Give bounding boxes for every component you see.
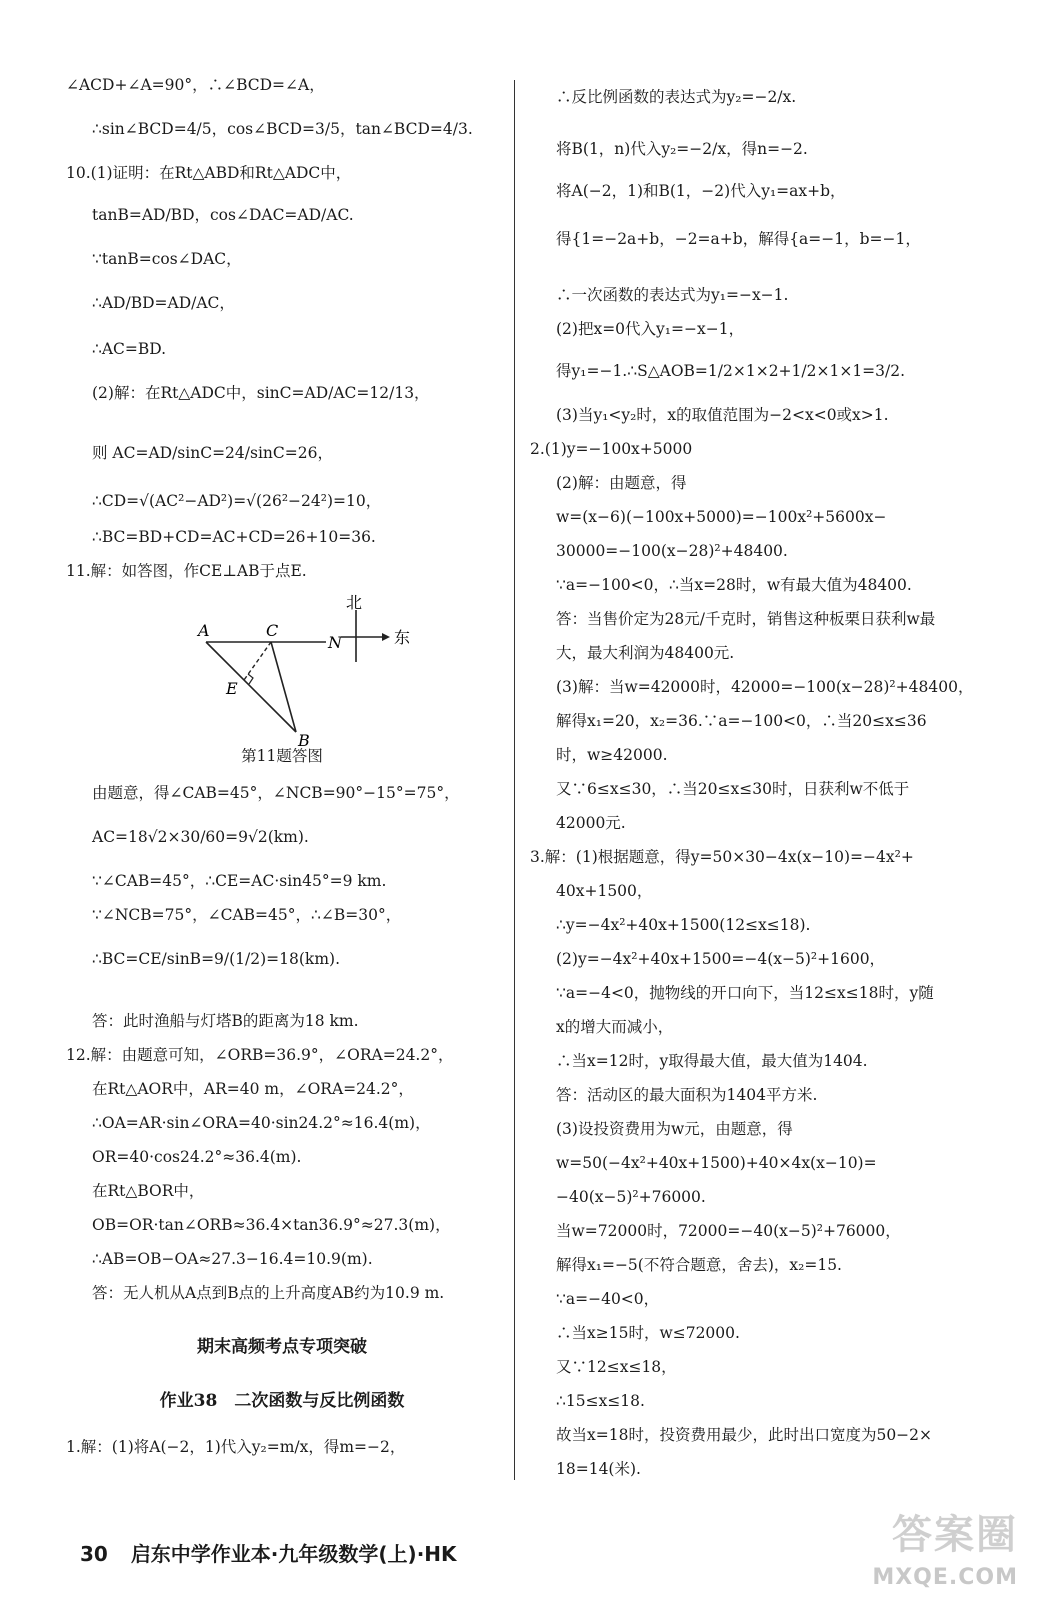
text-line: 18=14(米). xyxy=(556,1460,641,1478)
text-line: 大，最大利润为48400元. xyxy=(556,644,735,662)
text-line: (2)y=−4x²+40x+1500=−4(x−5)²+1600， xyxy=(556,950,886,968)
text-line: w=50(−4x²+40x+1500)+40×4x(x−10)= xyxy=(556,1154,877,1172)
line-a-b xyxy=(206,642,296,732)
text-line: (3)解：当w=42000时，42000=−100(x−28)²+48400， xyxy=(556,678,974,696)
text-line: (2)解：由题意，得 xyxy=(556,474,687,492)
text-line: ∴一次函数的表达式为y₁=−x−1. xyxy=(556,286,789,304)
text-line: 解得x₁=−5(不符合题意，舍去)，x₂=15. xyxy=(556,1256,842,1274)
text-line: 答：无人机从A点到B点的上升高度AB约为10.9 m. xyxy=(92,1284,445,1302)
text-line: ∴sin∠BCD=4/5，cos∠BCD=3/5，tan∠BCD=4/3. xyxy=(92,120,473,138)
book-title: 启东中学作业本·九年级数学(上)·HK xyxy=(130,1542,457,1566)
page-footer xyxy=(80,1538,457,1567)
text-line: ∴OA=AR·sin∠ORA=40·sin24.2°≈16.4(m)， xyxy=(92,1114,431,1132)
text-line: 42000元. xyxy=(556,814,626,832)
text-line: OR=40·cos24.2°≈36.4(m). xyxy=(92,1148,302,1166)
text-line: 12.解：由题意可知，∠ORB=36.9°，∠ORA=24.2°， xyxy=(66,1046,454,1064)
right-angle-mark xyxy=(248,674,253,684)
text-line: (3)当y₁<y₂时，x的取值范围为−2<x<0或x>1. xyxy=(556,406,889,424)
text-line: 由题意，得∠CAB=45°，∠NCB=90°−15°=75°， xyxy=(92,784,460,802)
assignment-heading: 作业38 二次函数与反比例函数 xyxy=(159,1391,405,1411)
text-line: 30000=−100(x−28)²+48400. xyxy=(556,542,788,560)
text-line: 答：此时渔船与灯塔B的距离为18 km. xyxy=(92,1012,359,1030)
watermark-site: MXQE.COM xyxy=(872,1565,1018,1590)
text-line: (2)把x=0代入y₁=−x−1， xyxy=(556,320,745,338)
page-number: 30 xyxy=(80,1542,108,1566)
text-line: 11.解：如答图，作CE⊥AB于点E. xyxy=(66,562,307,580)
label-e: E xyxy=(226,679,238,698)
text-line: 得{1=−2a+b，−2=a+b，解得{a=−1，b=−1， xyxy=(556,230,921,248)
text-line: (2)解：在Rt△ADC中，sinC=AD/AC=12/13， xyxy=(92,384,430,402)
text-line: 又∵6≤x≤30，∴当20≤x≤30时，日获利w不低于 xyxy=(556,780,910,798)
text-line: 2.(1)y=−100x+5000 xyxy=(530,440,693,458)
text-line: ∴BC=BD+CD=AC+CD=26+10=36. xyxy=(92,528,376,546)
text-line: AC=18√2×30/60=9√2(km). xyxy=(92,828,309,846)
figure-caption: 第11题答图 xyxy=(241,747,323,765)
label-east: 东 xyxy=(394,628,411,647)
text-line: 解得x₁=20，x₂=36.∵a=−100<0，∴当20≤x≤36 xyxy=(556,712,927,730)
text-line: 答：当售价定为28元/千克时，销售这种板栗日获利w最 xyxy=(556,610,936,628)
column-divider xyxy=(514,80,515,1480)
text-line: ∵tanB=cos∠DAC， xyxy=(92,250,242,268)
text-line: ∵∠CAB=45°，∴CE=AC·sin45°=9 km. xyxy=(92,872,387,890)
text-line: 40x+1500， xyxy=(556,882,653,900)
text-line: OB=OR·tan∠ORB≈36.4×tan36.9°≈27.3(m)， xyxy=(92,1216,451,1234)
text-line: ∴BC=CE/sinB=9/(1/2)=18(km). xyxy=(92,950,340,968)
text-line: 在Rt△BOR中， xyxy=(92,1182,205,1200)
label-a: A xyxy=(198,621,210,640)
text-line: tanB=AD/BD，cos∠DAC=AD/AC. xyxy=(92,206,354,224)
text-line: 又∵12≤x≤18， xyxy=(556,1358,677,1376)
text-line: x的增大而减小， xyxy=(556,1018,674,1036)
text-line: ∴当x≥15时，w≤72000. xyxy=(556,1324,740,1342)
text-line: (3)设投资费用为w元，由题意，得 xyxy=(556,1120,793,1138)
text-line: 故当x=18时，投资费用最少，此时出口宽度为50−2× xyxy=(556,1426,933,1444)
text-line: ∴15≤x≤18. xyxy=(556,1392,645,1410)
text-line: ∠ACD+∠A=90°，∴∠BCD=∠A， xyxy=(66,76,325,94)
text-line: −40(x−5)²+76000. xyxy=(556,1188,706,1206)
section-heading: 期末高频考点专项突破 xyxy=(197,1337,367,1357)
text-line: 将B(1，n)代入y₂=−2/x，得n=−2. xyxy=(556,140,808,158)
text-line: ∴CD=√(AC²−AD²)=√(26²−24²)=10， xyxy=(92,492,382,510)
text-line: ∵a=−40<0， xyxy=(556,1290,660,1308)
text-line: 时，w≥42000. xyxy=(556,746,668,764)
text-line: 3.解：(1)根据题意，得y=50×30−4x(x−10)=−4x²+ xyxy=(530,848,914,866)
text-line: ∴反比例函数的表达式为y₂=−2/x. xyxy=(556,88,797,106)
label-n: N xyxy=(328,633,342,652)
text-line: w=(x−6)(−100x+5000)=−100x²+5600x− xyxy=(556,508,887,526)
text-line: ∵∠NCB=75°，∠CAB=45°，∴∠B=30°， xyxy=(92,906,402,924)
text-line: 当w=72000时，72000=−40(x−5)²+76000， xyxy=(556,1222,901,1240)
text-line: 1.解：(1)将A(−2，1)代入y₂=m/x，得m=−2， xyxy=(66,1438,406,1456)
text-line: ∵a=−4<0，抛物线的开口向下，当12≤x≤18时，y随 xyxy=(556,984,934,1002)
text-line: ∴AB=OB−OA≈27.3−16.4=10.9(m). xyxy=(92,1250,373,1268)
text-line: 则 AC=AD/sinC=24/sinC=26， xyxy=(92,444,333,462)
text-line: ∴y=−4x²+40x+1500(12≤x≤18). xyxy=(556,916,811,934)
text-line: ∴AC=BD. xyxy=(92,340,167,358)
text-line: ∴当x=12时，y取得最大值，最大值为1404. xyxy=(556,1052,868,1070)
label-c: C xyxy=(266,621,279,640)
east-arrow-icon xyxy=(382,633,390,641)
text-line: ∴AD/BD=AD/AC， xyxy=(92,294,235,312)
label-north: 北 xyxy=(346,593,363,612)
text-line: 得y₁=−1.∴S△AOB=1/2×1×2+1/2×1×1=3/2. xyxy=(556,362,906,380)
label-b: B xyxy=(298,731,310,750)
watermark-logo: 答案圈 xyxy=(892,1512,1018,1558)
text-line: 答：活动区的最大面积为1404平方米. xyxy=(556,1086,818,1104)
text-line: 10.(1)证明：在Rt△ABD和Rt△ADC中， xyxy=(66,164,352,182)
text-line: 在Rt△AOR中，AR=40 m，∠ORA=24.2°， xyxy=(92,1080,414,1098)
text-line: ∵a=−100<0，∴当x=28时，w有最大值为48400. xyxy=(556,576,912,594)
text-line: 将A(−2，1)和B(1，−2)代入y₁=ax+b， xyxy=(556,182,846,200)
